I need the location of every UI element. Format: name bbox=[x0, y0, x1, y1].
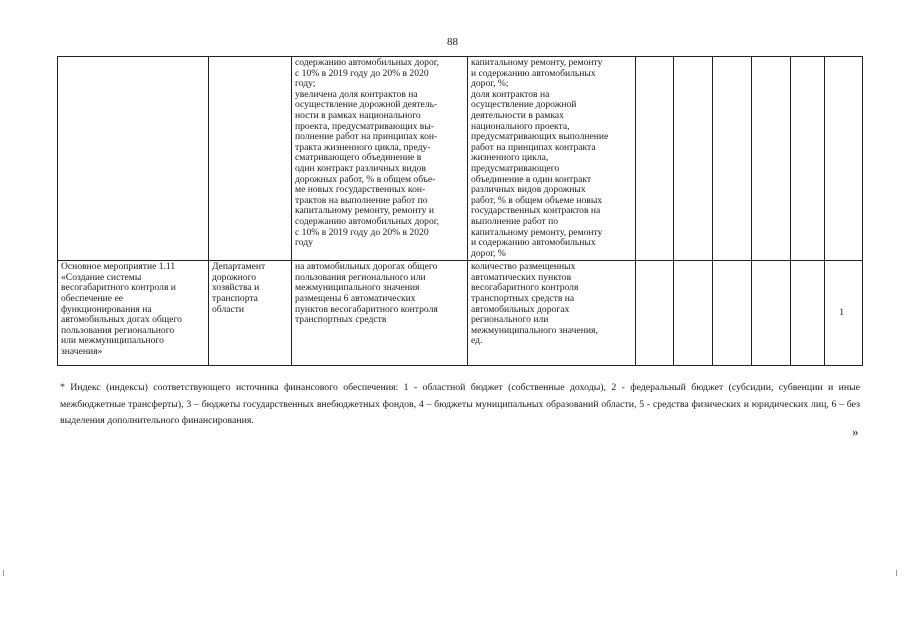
funding-source-index-cell: 1 bbox=[825, 261, 863, 366]
table-row bbox=[58, 261, 863, 366]
scan-edge-mark bbox=[3, 570, 4, 576]
table-row bbox=[58, 57, 863, 261]
empty-cell bbox=[636, 57, 674, 261]
empty-cell bbox=[752, 57, 791, 261]
empty-cell bbox=[674, 261, 713, 366]
executor-cell bbox=[209, 57, 292, 261]
executor-cell: Департамент дорожного хозяйства и транспорта области bbox=[209, 261, 292, 366]
empty-cell bbox=[752, 261, 791, 366]
empty-cell bbox=[636, 261, 674, 366]
expected-result-cell: на автомобильных дорогах общего пользования регионального или межмуниципального значения размещены 6 автоматических пунктов весогабаритного контроля транспортных средств bbox=[292, 261, 468, 366]
empty-cell bbox=[713, 57, 752, 261]
empty-cell bbox=[791, 261, 825, 366]
scan-edge-mark bbox=[896, 570, 897, 576]
event-name-cell: Основное мероприятие 1.11 «Создание системы весогабаритного контроля и обеспечение ее функционирования на автомобильных догах общего пользования регионального или межмуниципального значения» bbox=[58, 261, 209, 366]
empty-cell bbox=[674, 57, 713, 261]
event-name-cell bbox=[58, 57, 209, 261]
expected-result-cell: содержанию автомобильных дорог, с 10% в 2019 году до 20% в 2020 году; увеличена доля контрактов на осуществление дорожной деятель- ности в рамках национального проекта, предусматривающих вы- полнение работ на принципах кон- тракта жизненного цикла, преду- сматривающего объединение в один контракт различных видов дорожных работ, % в общем объе- ме новых государственных кон- трактов на выполнение работ по капитальному ремонту, ремонту и содержанию автомобильных дорог, с 10% в 2019 году до 20% в 2020 году bbox=[292, 57, 468, 261]
footnote: * Индекс (индексы) соответствующего источника финансового обеспечения: 1 - областной бюджет (собственные доходы), 2 - федеральный бюджет (субсидии, субвенции и иные межбюджетные трансферты), 3 – бюджеты государственных внебюджетных фондов, 4 – бюджеты муниципальных образований области, 5 - средства физических и юридических лиц, 6 – без выделения дополнительного финансирования. bbox=[60, 382, 860, 426]
indicator-cell: количество размещенных автоматических пунктов весогабаритного контроля транспортных средств на автомобильных дорогах регионального или межмуниципального значения, ед. bbox=[468, 261, 636, 366]
empty-cell bbox=[825, 57, 863, 261]
indicator-cell: капитальному ремонту, ремонту и содержанию автомобильных дорог, %; доля контрактов на осуществление дорожной деятельности в рамках национального проекта, предусматривающих выполнение работ на принципах контракта жизненного цикла, предусматривающего объединение в один контракт различных видов дорожных работ, % в общем объеме новых государственных контрактов на выполнение работ по капитальному ремонту, ремонту и содержанию автомобильных дорог, % bbox=[468, 57, 636, 261]
closing-quote: » bbox=[852, 424, 859, 439]
program-table bbox=[57, 56, 863, 366]
empty-cell bbox=[713, 261, 752, 366]
page-number: 88 bbox=[447, 36, 458, 48]
empty-cell bbox=[791, 57, 825, 261]
